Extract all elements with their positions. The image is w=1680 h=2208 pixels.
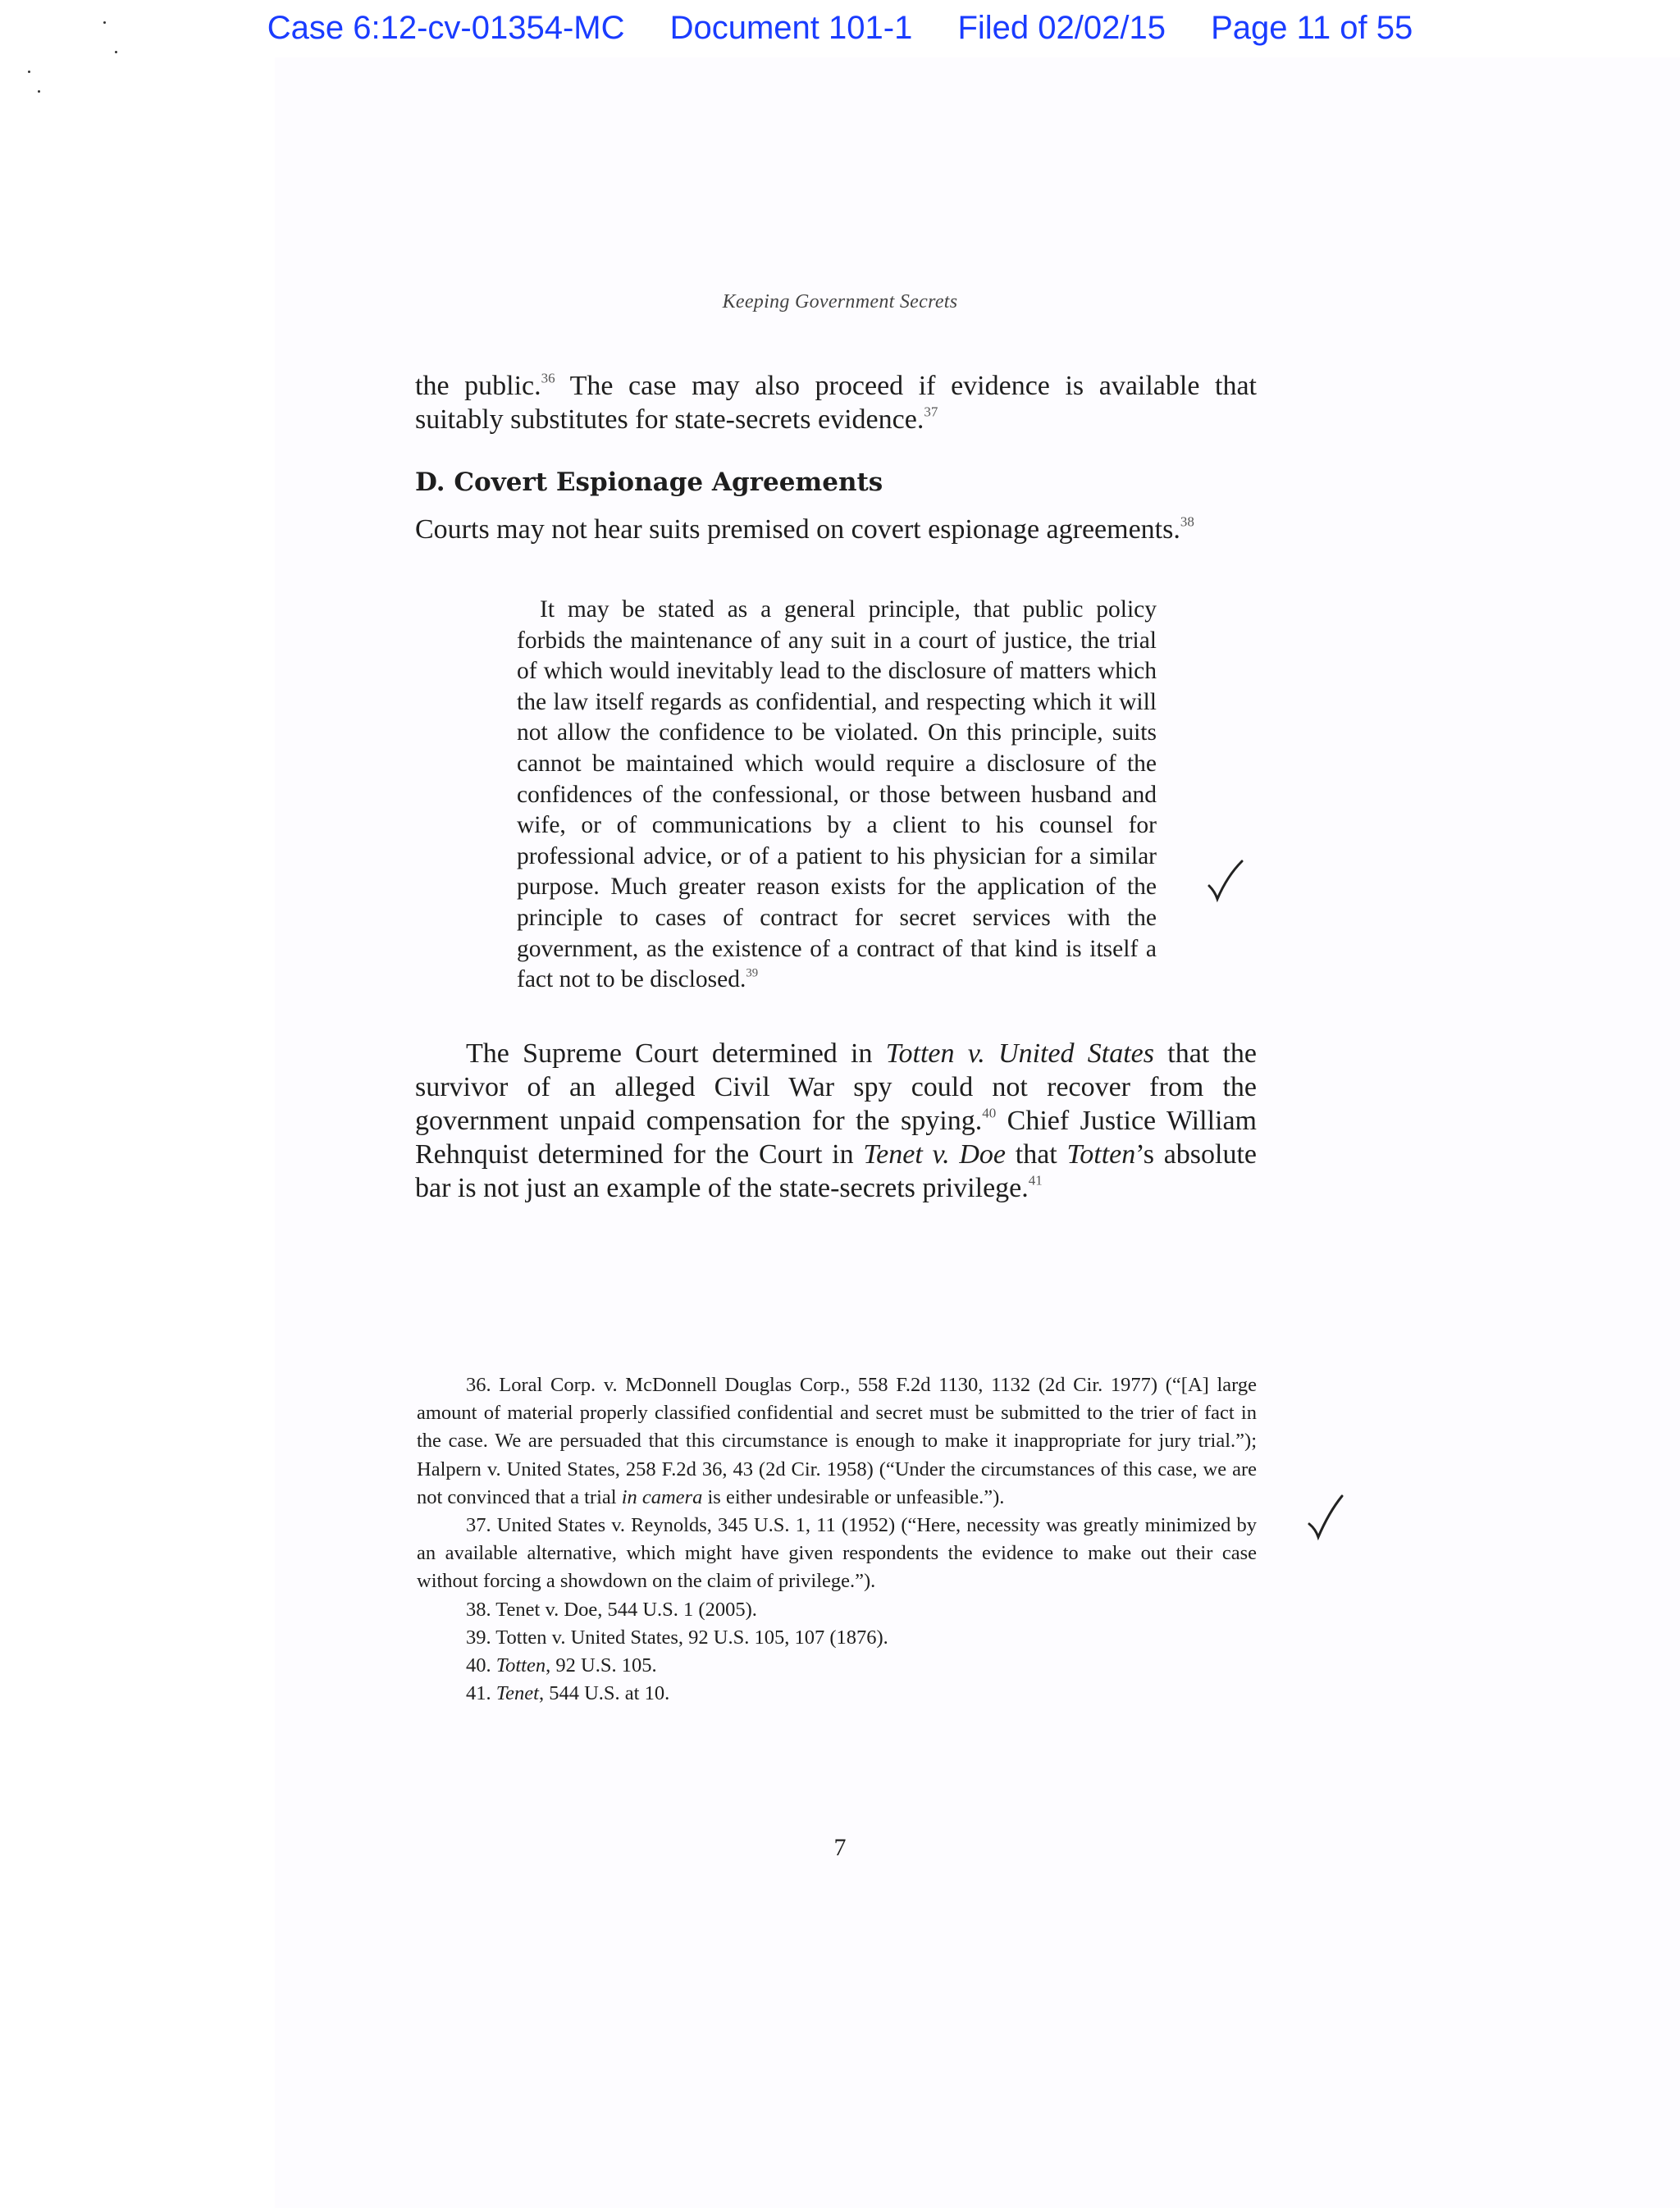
quote-text: It may be stated as a general principle, that public policy forbids the maintenance of any suit in a court of justice, the trial of which would inevitably lead to the disclosure of matters which the law itself regards as confidential, and respecting which it will not allow the confidence to be violated. On this principle, suits cannot be maintained which would require a disclosure of the confidences of the confessional, or those between husband and wife, or of communications by a client to his counsel for professional advice, or of a patient to his physician for a similar purpose. Much greater reason exists for the application of the principle to cases of contract for secret services with the government, as the existence of a contract of that kind is itself a fact not to be disclosed. [517, 596, 1157, 993]
footnote-number: 41. [466, 1682, 496, 1705]
footnote-text: 36. Loral Corp. v. McDonnell Douglas Corp., 558 F.2d 1130, 1132 (2d Cir. 1977) (“[A] large amount of material properly classified confidential and secret must be submitted to the trier of fact in the case. We are persuaded that this circumstance is enough to make it inappropriate for jury trial.”); Halpern v. United States, 258 F.2d 36, 43 (2d Cir. 1958) (“Under the circumstances of this case, we are not convinced that a trial [417, 1374, 1257, 1508]
page-indicator: Page 11 of 55 [1211, 10, 1413, 46]
paragraph-totten [415, 1037, 1257, 1205]
case-name: Totten v. United States [885, 1038, 1155, 1069]
scan-speck [38, 90, 40, 93]
running-head: Keeping Government Secrets [722, 291, 958, 312]
page-number: 7 [833, 1834, 847, 1861]
footnote-italic: in camera [621, 1485, 703, 1508]
paragraph-text-segment: that [1006, 1139, 1067, 1170]
case-name: Tenet v. Doe [863, 1139, 1006, 1170]
checkmark-icon [1206, 858, 1245, 904]
footnote-37: 37. United States v. Reynolds, 345 U.S. 1, 11 (1952) (“Here, necessity was greatly minimized by an available alternative, which might have given respondents the evidence to make out their case without forcing a showdown on the claim of privilege.”). [417, 1514, 1257, 1593]
footnote-italic: Totten [495, 1654, 546, 1677]
case-name: Totten [1066, 1139, 1136, 1170]
footnote-39: 39. Totten v. United States, 92 U.S. 105, 107 (1876). [466, 1626, 888, 1649]
checkmark-icon [1306, 1493, 1345, 1542]
block-quote [517, 595, 1157, 996]
footnote-ref[interactable]: 36 [541, 370, 555, 386]
footnote-ref[interactable]: 40 [982, 1105, 997, 1121]
section-heading: D. Covert Espionage Agreements [415, 468, 883, 497]
paragraph-text [415, 369, 1257, 436]
footnote-36 [417, 1371, 1257, 1512]
footnote-38: 38. Tenet v. Doe, 544 U.S. 1 (2005). [466, 1598, 757, 1621]
paragraph-text-segment: The Supreme Court determined in [466, 1038, 886, 1069]
paragraph-intro [415, 513, 1257, 546]
court-filing-stamp [0, 10, 1680, 47]
paragraph-text-segment: ’s absolute bar is not just an example of the state-secrets privilege. [415, 1139, 1257, 1203]
paragraph-text-segment: The case may also proceed if evidence is available that suitably substitutes for state-secrets evidence. [415, 371, 1257, 435]
footnote-41 [417, 1680, 1257, 1708]
paragraph-text [415, 1037, 1257, 1205]
filed-date: Filed 02/02/15 [957, 10, 1166, 46]
footnote-text: , 544 U.S. at 10. [538, 1682, 670, 1705]
footnote-text: , 92 U.S. 105. [546, 1654, 657, 1677]
paragraph-text-segment: the public. [415, 371, 541, 401]
footnote-italic: Tenet [495, 1682, 539, 1705]
footnotes [417, 1371, 1257, 1708]
paragraph-text-segment: Courts may not hear suits premised on covert espionage agreements. [415, 514, 1180, 545]
footnote-ref[interactable]: 39 [746, 966, 759, 980]
scan-speck [28, 71, 30, 73]
footnote-ref[interactable]: 37 [924, 404, 938, 420]
case-number: Case 6:12-cv-01354-MC [267, 10, 625, 46]
footnote-text: is either undesirable or unfeasible.”). [702, 1485, 1005, 1508]
footnote-ref[interactable]: 41 [1028, 1172, 1043, 1188]
scan-speck [115, 51, 117, 53]
document-number: Document 101-1 [669, 10, 913, 46]
footnote-number: 40. [466, 1654, 496, 1677]
paragraph-text-segment: Chief Justice William Rehnquist determined for the Court in [415, 1106, 1257, 1170]
footnote-40 [417, 1652, 1257, 1680]
footnote-ref[interactable]: 38 [1180, 513, 1194, 530]
paragraph-text-segment: that the survivor of an alleged Civil War spy could not recover from the government unpaid compensation for the spying. [415, 1038, 1258, 1136]
paragraph-text [415, 513, 1257, 546]
paragraph-continuation [415, 369, 1257, 436]
